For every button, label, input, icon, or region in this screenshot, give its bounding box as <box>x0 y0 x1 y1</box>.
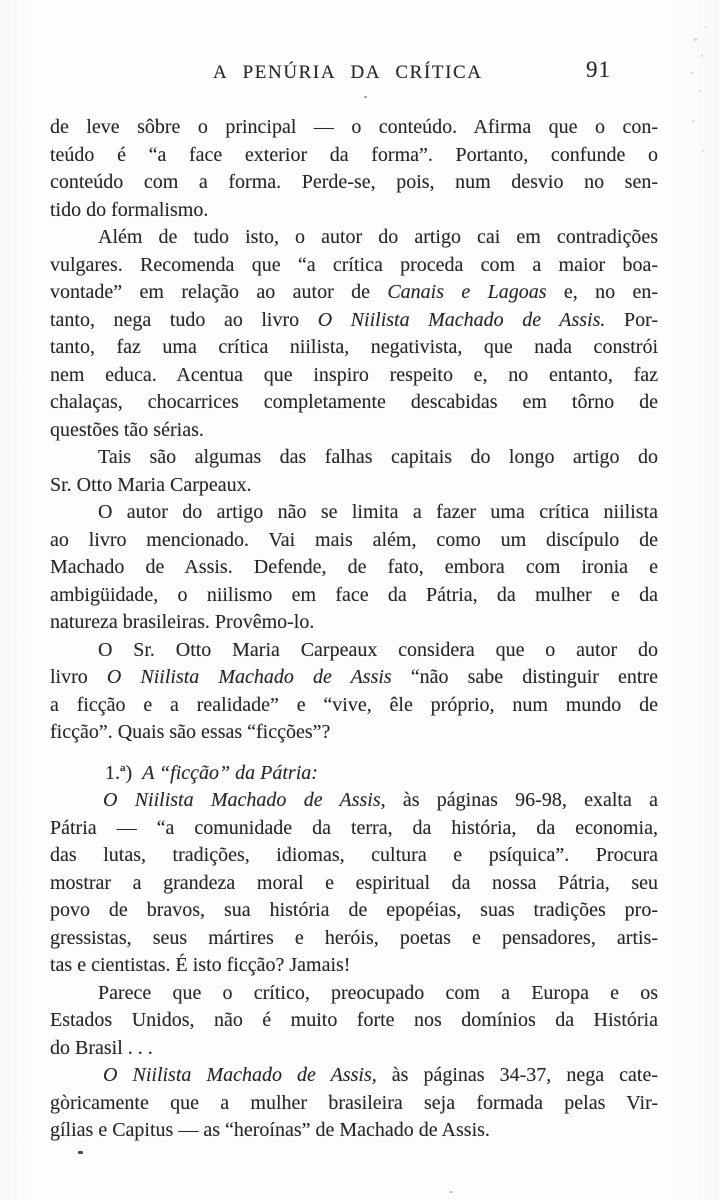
text-run: gòricamente que a mulher brasileira seja formada pelas Vir- <box>50 1091 658 1114</box>
italic-run: O Niilista Machado de Assis. <box>317 308 606 331</box>
text-line <box>50 870 658 898</box>
text-run: mostrar a grandeza moral e espiritual da nossa Pátria, seu <box>50 871 658 894</box>
text-line <box>50 142 658 170</box>
text-line <box>50 897 658 925</box>
text-line <box>50 527 658 555</box>
scan-speckle <box>78 1151 83 1154</box>
text-line <box>50 389 658 417</box>
text-line <box>50 499 658 527</box>
scan-speckle <box>702 150 704 152</box>
scan-speckle <box>705 26 707 28</box>
scan-speckle <box>364 96 367 98</box>
text-run: tas e cientistas. É isto ficção? Jamais! <box>50 954 351 976</box>
text-block <box>50 114 658 1145</box>
text-line <box>50 1090 658 1118</box>
text-run: e, no en- <box>546 281 658 303</box>
text-run: gílias e Capitus — as “heroínas” de Machado de Assis. <box>50 1119 490 1141</box>
text-run: Pátria — “a comunidade da terra, da história, da economia, <box>50 816 658 839</box>
text-line <box>50 114 658 142</box>
text-run: tanto, nega tudo ao livro <box>50 308 318 331</box>
text-line <box>50 554 658 582</box>
text-run: chalaças, chocarrices completamente descabidas em tôrno de <box>50 391 658 413</box>
text-run: Estados Unidos, não é muito forte nos domínios da História <box>50 1009 658 1031</box>
text-line <box>50 1035 658 1063</box>
text-run: Além de tudo isto, o autor do artigo cai em contradições <box>98 226 658 248</box>
italic-run: O Niilista Machado de Assis <box>106 666 392 688</box>
text-line <box>50 1062 658 1090</box>
running-title: A PENÚRIA DA CRÍTICA <box>213 62 483 83</box>
text-line <box>50 719 658 747</box>
text-line <box>50 1007 658 1035</box>
text-run: ao livro mencionado. Vai mais além, como um discípulo de <box>50 528 658 551</box>
text-line <box>50 980 658 1008</box>
text-run: gressistas, seus mártires e heróis, poetas e pensadores, artis- <box>50 926 658 949</box>
text-line <box>50 224 658 252</box>
scan-speckle <box>692 120 695 122</box>
scan-speckle <box>449 1191 453 1193</box>
text-line <box>50 760 658 788</box>
text-line <box>50 815 658 843</box>
text-line <box>50 362 658 390</box>
text-run: “não sabe distinguir entre <box>391 666 658 688</box>
text-line <box>50 334 658 362</box>
text-run: Machado de Assis. Defende, de fato, embora com ironia e <box>50 556 658 578</box>
text-line <box>50 787 658 815</box>
text-run: questões tão sérias. <box>50 418 204 441</box>
text-run: povo de bravos, sua história de epopéias, suas tradições pro- <box>50 899 658 921</box>
text-line <box>50 582 658 610</box>
text-line <box>50 692 658 720</box>
text-run: conteúdo com a forma. Perde-se, pois, num desvio no sen- <box>50 171 658 193</box>
text-run: teúdo é “a face exterior da forma”. Portanto, confunde o <box>50 143 658 166</box>
page-number: 91 <box>586 57 611 82</box>
text-run: tido do formalismo. <box>50 198 209 221</box>
text-run: Parece que o crítico, preocupado com a Europa e os <box>98 981 658 1004</box>
text-line <box>50 169 658 197</box>
text-line <box>50 444 658 472</box>
text-line <box>50 197 658 225</box>
text-run: livro <box>50 666 107 688</box>
text-line <box>50 664 658 692</box>
text-line <box>50 609 658 637</box>
italic-run: Canais e Lagoas <box>387 281 547 303</box>
text-run: nem educa. Acentua que inspiro respeito e, no entanto, faz <box>50 363 658 386</box>
text-line <box>50 637 658 665</box>
text-run: às páginas 96-98, exalta a <box>385 789 658 811</box>
scan-speckle <box>691 72 694 74</box>
text-run: 1.ª) <box>105 761 143 784</box>
scan-speckle <box>699 90 701 92</box>
italic-run: O Niilista Machado de Assis, <box>103 1064 377 1086</box>
text-run: O autor do artigo não se limita a fazer uma crítica niilista <box>98 501 658 523</box>
text-line <box>50 952 658 980</box>
scan-speckle <box>694 38 697 41</box>
text-run: ficção”. Quais são essas “ficções”? <box>50 721 331 743</box>
text-run: às páginas 34-37, nega cate- <box>376 1064 658 1086</box>
text-line <box>50 1117 658 1145</box>
text-run: ambigüidade, o niilismo em face da Pátria, da mulher e da <box>50 583 658 606</box>
italic-run: O Niilista Machado de Assis, <box>103 789 386 811</box>
text-run: vontade” em relação ao autor de <box>50 281 388 303</box>
scan-speckle <box>701 54 703 57</box>
text-run: tanto, faz uma crítica niilista, negativista, que nada constrói <box>50 336 658 358</box>
text-run: natureza brasileiras. Provêmo-lo. <box>50 611 315 633</box>
text-run: O Sr. Otto Maria Carpeaux considera que o autor do <box>98 638 658 661</box>
text-run: vulgares. Recomenda que “a crítica proceda com a maior boa- <box>50 253 658 276</box>
text-line <box>50 842 658 870</box>
text-run: Sr. Otto Maria Carpeaux. <box>50 473 252 496</box>
text-run: de leve sôbre o principal — o conteúdo. Afirma que o con- <box>50 116 658 138</box>
italic-run: A “ficção” da Pátria: <box>142 761 318 784</box>
text-run: do Brasil . . . <box>50 1036 153 1059</box>
text-run: das lutas, tradições, idiomas, cultura e psíquica”. Procura <box>50 844 658 866</box>
text-run: Tais são algumas das falhas capitais do longo artigo do <box>98 446 658 468</box>
text-line <box>50 472 658 500</box>
text-run: a ficção e a realidade” e “vive, êle próprio, num mundo de <box>50 693 658 716</box>
text-run: Por- <box>605 308 658 331</box>
text-line <box>50 307 658 335</box>
text-line <box>50 417 658 445</box>
text-line <box>50 279 658 307</box>
text-line <box>50 925 658 953</box>
text-line <box>50 252 658 280</box>
